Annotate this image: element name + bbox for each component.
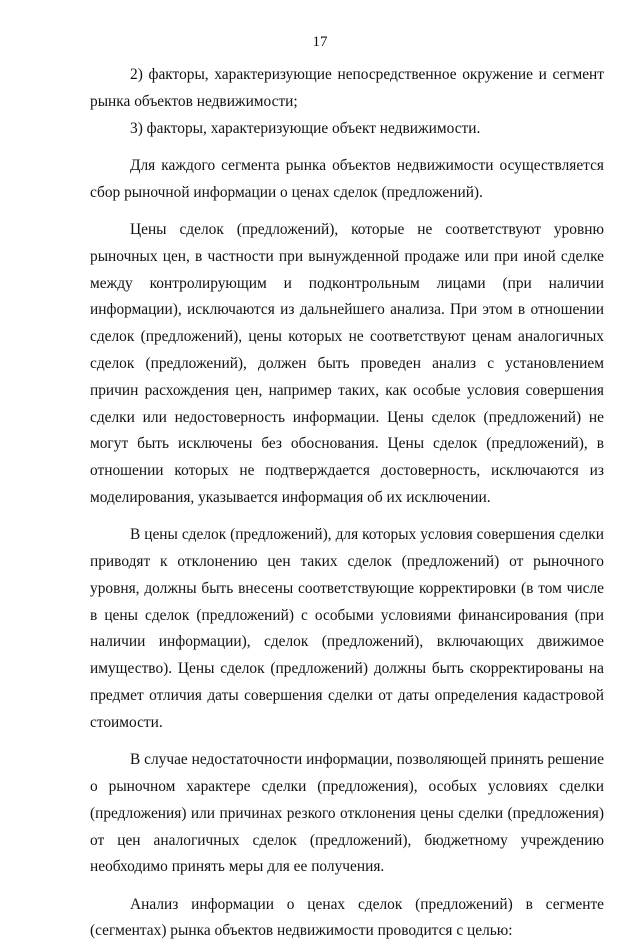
paragraph-insufficient-information: В случае недостаточности информации, позволяющей принять решение о рыночном характере сделки (предложения), особых условиях сделки (предложения) или причинах резкого отклонения цены сделки (предложения) от цен аналогичных сделок (предложений), бюджетному учреждению необходимо принять меры для ее получения.: [90, 751, 604, 876]
paragraph-price-exclusion: Цены сделок (предложений), которые не соответствуют уровню рыночных цен, в частности при вынужденной продаже или при иной сделке между контролирующим и подконтрольным лицами (при наличии информации), исключаются из дальнейшего анализа. При этом в отношении сделок (предложений), цены которых не соответствуют ценам аналогичных сделок (предложений), должен быть проведен анализ с установлением причин расхождения цен, например таких, как особые условия совершения сделки или недостоверность информации. Цены сделок (предложений) не могут быть исключены без обоснования. Цены сделок (предложений), в отношении которых не подтверждается достоверность, исключаются из моделирования, указывается информация об их исключении.: [90, 220, 604, 506]
paragraph-price-adjustments: В цены сделок (предложений), для которых условия совершения сделки приводят к отклонению цен таких сделок (предложений) от рыночного уровня, должны быть внесены соответствующие корректировки (в том числе в цены сделок (предложений) с особыми условиями финансирования (при наличии информации), сделок (предложений), включающих движимое имущество). Цены сделок (предложений) должны быть скорректированы на предмет отличия даты совершения сделки от даты определения кадастровой стоимости.: [90, 526, 604, 731]
paragraph-factors-object: 3) факторы, характеризующие объект недвижимости.: [130, 119, 481, 137]
paragraph-analysis-purpose: Анализ информации о ценах сделок (предложений) в сегменте (сегментах) рынка объектов недвижимости проводится с целью:: [90, 895, 604, 940]
document-body: [90, 62, 604, 945]
page-number: 17: [312, 34, 328, 50]
paragraph-factors-environment: 2) факторы, характеризующие непосредственное окружение и сегмент рынка объектов недвижимости;: [90, 66, 604, 110]
paragraph-data-collection: Для каждого сегмента рынка объектов недвижимости осуществляется сбор рыночной информации о ценах сделок (предложений).: [90, 156, 604, 201]
